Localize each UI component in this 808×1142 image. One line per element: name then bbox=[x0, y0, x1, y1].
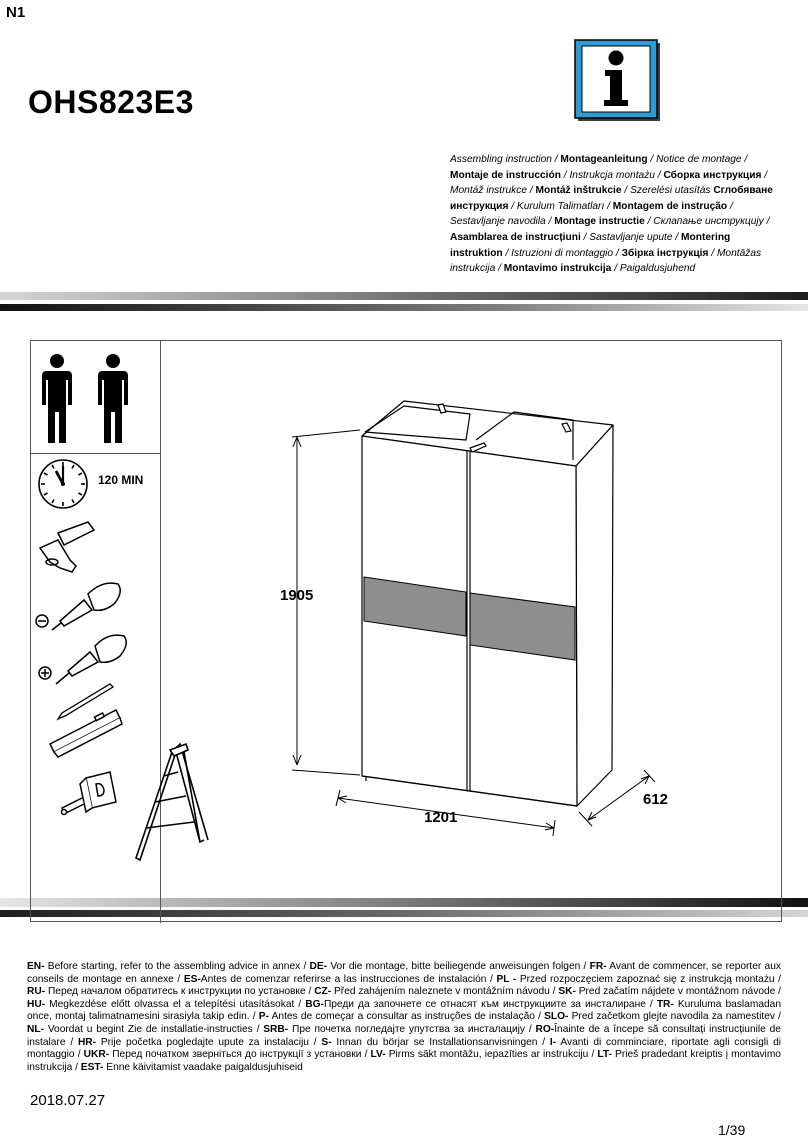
language-notice: Před zahájením naleznete v montážním návodu / bbox=[331, 986, 559, 998]
title-segment: Montage instructie bbox=[554, 216, 645, 228]
title-segment: / bbox=[560, 169, 570, 181]
language-notice: Kuruluma baslamadan once, montaj talimatnamesini sirasiyla takip edin. / bbox=[27, 998, 781, 1023]
language-code: RU- bbox=[27, 986, 46, 998]
language-notice: Перед початком зверніться до інструкції з установки / bbox=[109, 1049, 371, 1061]
language-code: NL- bbox=[27, 1023, 44, 1035]
title-segment: Montāžas instrukcija bbox=[450, 247, 762, 275]
language-code: LT- bbox=[597, 1049, 612, 1061]
language-code: SK- bbox=[558, 986, 576, 998]
language-code: EST- bbox=[80, 1061, 104, 1073]
title-segment: Sastavljanje upute bbox=[589, 231, 673, 243]
title-segment: / bbox=[644, 216, 654, 228]
language-notice: Пре почетка погледајте упутства за инсталацију / bbox=[288, 1023, 536, 1035]
language-notice: Pred začatím nájdete v montážnom návode / bbox=[575, 986, 781, 998]
model-number: OHS823E3 bbox=[28, 84, 194, 120]
title-segment: Montáž instrukce bbox=[450, 185, 528, 197]
language-code: HR- bbox=[77, 1036, 97, 1048]
language-code: P- bbox=[258, 1011, 269, 1023]
title-segment: / bbox=[604, 200, 613, 212]
dimension-height: 1905 bbox=[280, 587, 314, 604]
document-date: 2018.07.27 bbox=[30, 1092, 106, 1109]
tools-column bbox=[31, 341, 161, 923]
language-notice: Antes de começar a consultar as instruções de instalação / bbox=[268, 1011, 545, 1023]
instruction-titles bbox=[450, 152, 780, 277]
title-segment: Paigaldusjuhend bbox=[619, 263, 696, 275]
title-segment: Montaje de instrucción bbox=[450, 169, 561, 181]
language-notice: Przed rozpoczęciem zapoznać się z instrukcją montażu / bbox=[516, 973, 781, 985]
title-segment: Montáž inštrukcie bbox=[535, 185, 622, 197]
title-segment: Instrukcja montażu bbox=[569, 169, 655, 181]
multilingual-notice bbox=[27, 961, 781, 1074]
title-segment: / bbox=[761, 169, 768, 181]
info-icon bbox=[575, 40, 661, 122]
title-segment: Сборка инструкция bbox=[663, 169, 762, 181]
title-segment: / bbox=[545, 216, 555, 228]
title-segment: / bbox=[708, 247, 717, 259]
title-segment: / bbox=[502, 247, 512, 259]
title-segment: / bbox=[647, 154, 657, 165]
language-notice: Avanti di comminciare, riportate agli consigli di montaggio / bbox=[27, 1036, 781, 1061]
title-segment: / bbox=[580, 231, 590, 243]
language-notice: Prieš pradedant kreiptis į montavimo instrukcija / bbox=[27, 1049, 781, 1073]
title-segment: Montavimo instrukcija bbox=[503, 263, 612, 275]
language-notice: Преди да започнете се отнасят към инструкциите за инсталиране / bbox=[323, 998, 657, 1010]
assembly-time: 120 MIN bbox=[98, 473, 144, 487]
language-notice: Before starting, refer to the assembling advice in annex / bbox=[44, 961, 310, 972]
language-notice: Innan du börjar se Installationsanvisningen / bbox=[331, 1036, 550, 1048]
title-segment: Istruzioni di montaggio bbox=[511, 247, 614, 259]
language-notice: Vor die montage, bitte beiliegende anweisungen folgen / bbox=[327, 961, 590, 972]
title-segment: / bbox=[727, 200, 733, 212]
title-segment: / bbox=[654, 169, 664, 181]
header-gradient-bars bbox=[0, 292, 808, 312]
title-segment: Kurulum Talimatları bbox=[516, 200, 605, 212]
title-segment: / bbox=[508, 200, 517, 212]
title-segment: Notice de montage bbox=[656, 154, 742, 165]
title-segment: Сглобяване инструкция bbox=[450, 185, 773, 212]
page-number: 1/39 bbox=[718, 1122, 746, 1138]
language-notice: Prije početka pogledajte upute za instalaciju / bbox=[96, 1036, 322, 1048]
title-segment: / bbox=[611, 263, 620, 275]
title-segment: Asamblarea de instrucțiuni bbox=[450, 231, 581, 243]
title-segment: Sestavljanje navodila bbox=[450, 216, 546, 228]
title-segment: Montageanleitung bbox=[560, 154, 648, 165]
language-notice: Pred začetkom glejte navodila za namestitev / bbox=[568, 1011, 781, 1023]
title-segment: / bbox=[741, 154, 748, 165]
language-code: LV- bbox=[370, 1049, 386, 1061]
language-code: RO- bbox=[535, 1023, 555, 1035]
title-segment: Assembling instruction bbox=[450, 154, 552, 165]
language-code: BG- bbox=[305, 998, 324, 1010]
language-code: DE- bbox=[309, 961, 328, 972]
title-segment: / bbox=[527, 185, 536, 197]
language-code: FR- bbox=[589, 961, 607, 972]
language-notice: Megkezdése előtt olvassa el a telepítési utasításokat / bbox=[45, 998, 306, 1010]
language-code: EN- bbox=[27, 961, 45, 972]
content-frame bbox=[30, 340, 782, 922]
title-segment: / bbox=[495, 263, 504, 275]
title-segment: Szerelési utasítás bbox=[630, 185, 711, 197]
language-code: ES- bbox=[183, 973, 201, 985]
persons-box bbox=[31, 341, 160, 454]
dimension-width: 1201 bbox=[424, 809, 458, 826]
language-notice: Antes de comenzar referirse a las instrucciones de instalación / bbox=[200, 973, 497, 985]
language-code: UKR- bbox=[83, 1049, 110, 1061]
language-code: HU- bbox=[27, 998, 46, 1010]
language-notice: Voordat u begint Zie de installatie-instructies / bbox=[43, 1023, 264, 1035]
language-code: TR- bbox=[656, 998, 674, 1010]
title-segment: Склапање инструкцију bbox=[653, 216, 764, 228]
title-segment: / bbox=[551, 154, 561, 165]
language-code: PL - bbox=[496, 973, 517, 985]
language-code: CZ- bbox=[314, 986, 332, 998]
language-code: SRB- bbox=[263, 1023, 289, 1035]
title-segment: Montering instruktion bbox=[450, 231, 731, 259]
title-segment: / bbox=[621, 185, 631, 197]
language-code: SLO- bbox=[544, 1011, 569, 1023]
title-segment: / bbox=[672, 231, 682, 243]
sheet-id: N1 bbox=[6, 4, 26, 21]
title-segment: / bbox=[763, 216, 770, 228]
title-segment: Збірка інструкція bbox=[621, 247, 709, 259]
language-notice: Avant de commencer, se reporter aux conseils de montage en annexe / bbox=[27, 961, 781, 985]
title-segment: Montagem de instrução bbox=[612, 200, 728, 212]
language-notice: Înainte de a începe să consultați instrucțiunile de instalare / bbox=[27, 1023, 781, 1048]
language-notice: Enne käivitamist vaadake paigaldusjuhiseid bbox=[103, 1061, 303, 1073]
language-notice: Перед началом обратитесь к инструкции по установке / bbox=[45, 986, 315, 998]
title-segment: / bbox=[613, 247, 622, 259]
language-notice: Pirms sākt montāžu, iepazīties ar instrukciju / bbox=[385, 1049, 598, 1061]
language-code: I- bbox=[549, 1036, 557, 1048]
language-code: S- bbox=[321, 1036, 332, 1048]
dimension-depth: 612 bbox=[643, 791, 669, 808]
